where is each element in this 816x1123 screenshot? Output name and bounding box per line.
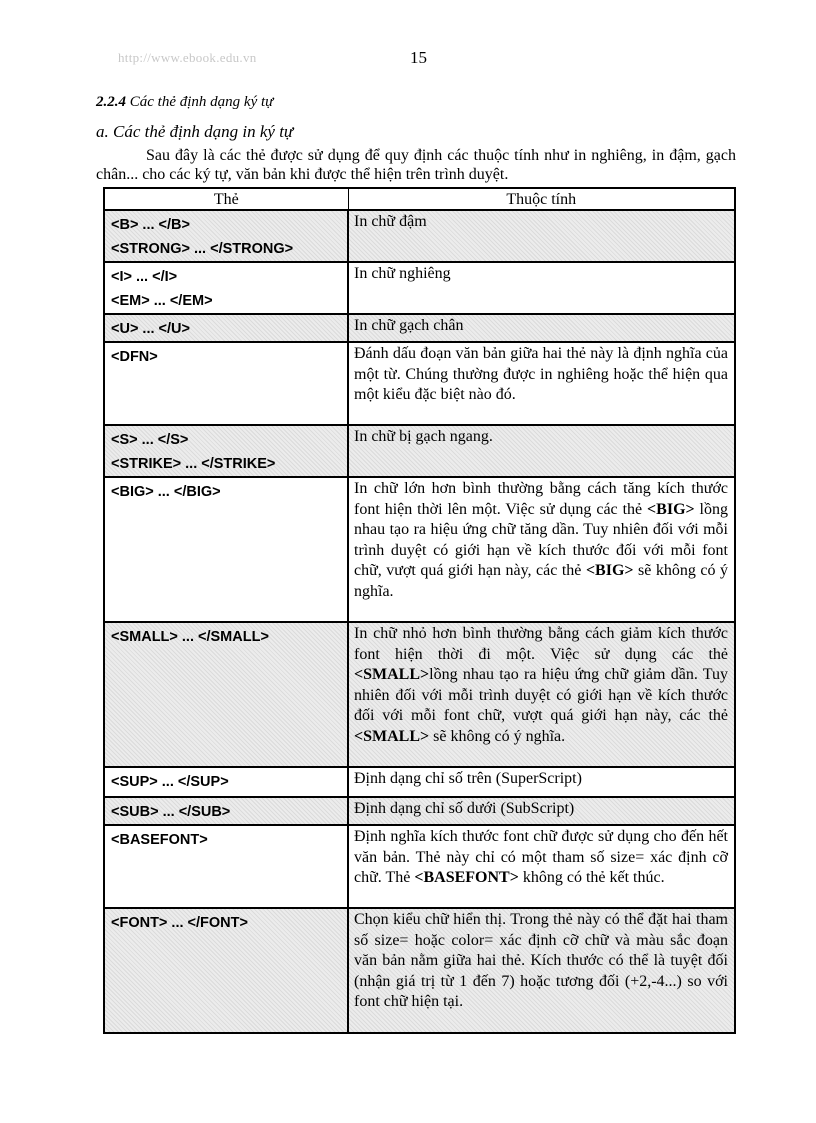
description-cell xyxy=(348,210,735,262)
description-text: Đánh dấu đoạn văn bản giữa hai thẻ này là định nghĩa của một từ. Chúng thường được in nghiêng hoặc thể hiện qua một kiểu đặc biệt nào đó. xyxy=(354,345,728,404)
tag-cell xyxy=(104,825,348,908)
source-url: http://www.ebook.edu.vn xyxy=(118,50,257,65)
column-header-tag: Thẻ xyxy=(104,188,348,210)
description-cell xyxy=(348,767,735,797)
tag-line: <BIG> ... </BIG> xyxy=(111,484,221,500)
tag-cell xyxy=(104,767,348,797)
table-header-row xyxy=(104,188,735,210)
table-row xyxy=(104,908,735,1033)
inline-tag-name: <BIG> xyxy=(585,562,634,580)
tag-line: <S> ... </S> xyxy=(111,432,189,448)
description-text: lồng nhau tạo ra hiệu ứng chữ giảm dần. Tuy nhiên đối với mỗi trình duyệt có giới hạn về kích thước đối với mỗi font chữ, vượt quá giới hạn này, các thẻ xyxy=(354,666,728,725)
section-number: 2.2.4 xyxy=(96,94,126,110)
description-cell xyxy=(348,262,735,314)
description-cell xyxy=(348,825,735,908)
table-row xyxy=(104,342,735,425)
description-text: In chữ đậm xyxy=(354,213,427,230)
tag-line: <FONT> ... </FONT> xyxy=(111,915,248,931)
tag-line: <EM> ... </EM> xyxy=(111,293,213,309)
tag-line: <STRIKE> ... </STRIKE> xyxy=(111,456,276,472)
description-cell xyxy=(348,797,735,825)
table-row xyxy=(104,797,735,825)
table-row xyxy=(104,262,735,314)
tag-cell xyxy=(104,314,348,342)
page-number: 15 xyxy=(410,48,427,67)
tag-line: <STRONG> ... </STRONG> xyxy=(111,241,294,257)
description-text: không có thẻ kết thúc. xyxy=(518,869,665,887)
intro-paragraph: Sau đây là các thẻ được sử dụng để quy định các thuộc tính như in nghiêng, in đậm, gạch chân... cho các ký tự, văn bản khi được thể hiện trên trình duyệt. xyxy=(96,147,736,183)
description-text: Định dạng chỉ số trên (SuperScript) xyxy=(354,770,582,787)
table-row xyxy=(104,825,735,908)
description-text: In chữ gạch chân xyxy=(354,317,464,334)
description-text: sẽ không có ý nghĩa. xyxy=(429,727,566,745)
description-text: sẽ không có ý nghĩa. xyxy=(354,562,728,600)
subsection-heading: a. Các thẻ định dạng in ký tự xyxy=(96,122,294,141)
table-row xyxy=(104,314,735,342)
tag-cell xyxy=(104,908,348,1033)
tag-line: <SMALL> ... </SMALL> xyxy=(111,629,269,645)
tag-cell xyxy=(104,210,348,262)
inline-tag-name: <BASEFONT> xyxy=(414,869,519,887)
tag-cell xyxy=(104,342,348,425)
tag-cell xyxy=(104,477,348,622)
description-text: In chữ bị gạch ngang. xyxy=(354,428,493,445)
table-row xyxy=(104,477,735,622)
description-text: In chữ nhỏ hơn bình thường bằng cách giảm kích thước font hiện thời đi một. Việc sử dụng các thẻ xyxy=(354,625,728,663)
tag-line: <B> ... </B> xyxy=(111,217,190,233)
description-cell xyxy=(348,425,735,477)
description-text: Định dạng chỉ số dưới (SubScript) xyxy=(354,800,575,817)
table-row xyxy=(104,622,735,767)
description-cell xyxy=(348,908,735,1033)
description-cell xyxy=(348,622,735,767)
tag-line: <DFN> xyxy=(111,349,158,365)
description-text: In chữ nghiêng xyxy=(354,265,451,282)
tag-line: <U> ... </U> xyxy=(111,321,190,337)
description-cell xyxy=(348,477,735,622)
inline-tag-name: <BIG> xyxy=(647,500,695,518)
description-text: Chọn kiểu chữ hiển thị. Trong thẻ này có thể đặt hai tham số size= hoặc color= xác định cỡ chữ và màu sắc đoạn văn bản nằm giữa hai thẻ. Kích thước có thể là tuyệt đối (nhận giá trị từ 1 đến 7) hoặc tương đối (+2,-4...) so với font chữ hiện tại. xyxy=(354,911,728,1011)
table-row xyxy=(104,210,735,262)
section-heading xyxy=(96,94,273,111)
tag-cell xyxy=(104,622,348,767)
table-row xyxy=(104,425,735,477)
description-cell xyxy=(348,342,735,425)
tag-cell xyxy=(104,425,348,477)
tag-table xyxy=(103,187,736,1034)
description-text: Định nghĩa kích thước font chữ được sử dụng cho đến hết văn bản. Thẻ này chỉ có một tham số size= xác định cỡ chữ. Thẻ xyxy=(354,828,728,887)
tag-line: <I> ... </I> xyxy=(111,269,178,285)
inline-tag-name: <SMALL> xyxy=(354,727,430,745)
column-header-attribute: Thuộc tính xyxy=(348,188,735,210)
tag-line: <SUB> ... </SUB> xyxy=(111,804,231,820)
description-cell xyxy=(348,314,735,342)
description-text: In chữ lớn hơn bình thường bằng cách tăng kích thước font hiện thời lên một. Việc sử dụng các thẻ xyxy=(354,480,728,518)
tag-line: <SUP> ... </SUP> xyxy=(111,774,229,790)
tag-cell xyxy=(104,797,348,825)
tag-cell xyxy=(104,262,348,314)
tag-line: <BASEFONT> xyxy=(111,832,208,848)
section-title: Các thẻ định dạng ký tự xyxy=(129,94,274,110)
table-row xyxy=(104,767,735,797)
table-body xyxy=(104,210,735,1033)
inline-tag-name: <SMALL> xyxy=(354,666,430,684)
description-text: lồng nhau tạo ra hiệu ứng chữ tăng dần. Tuy nhiên đối với mỗi trình duyệt có giới hạn về kích thước đối với mỗi font chữ, vượt quá giới hạn này, các thẻ xyxy=(354,500,728,580)
